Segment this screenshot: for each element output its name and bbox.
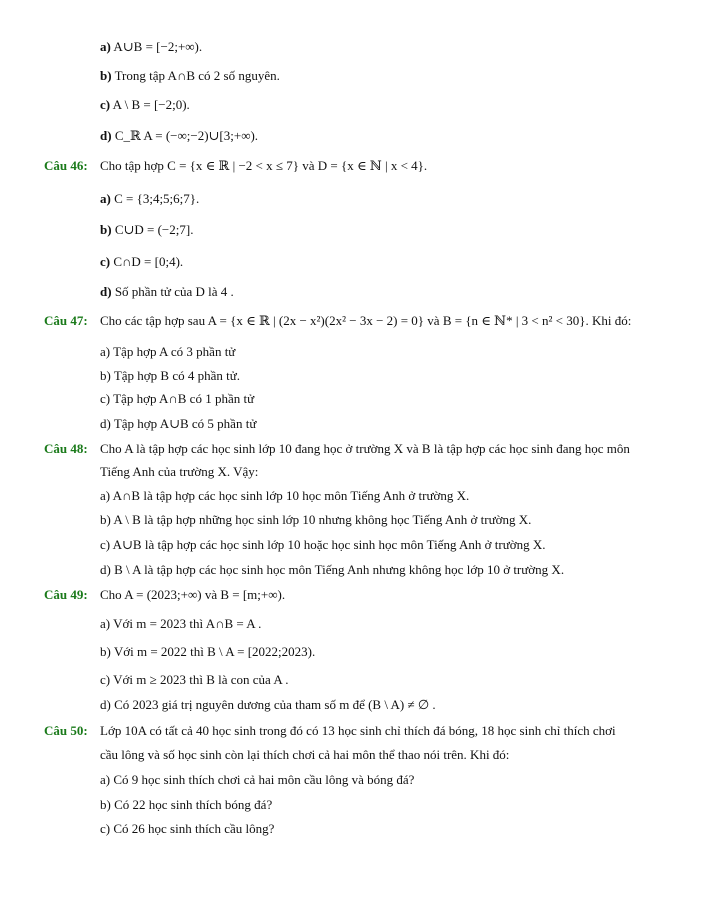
question-48 (44, 440, 630, 458)
q46-item-c (100, 253, 183, 271)
item-text: C = {3;4;5;6;7}. (114, 191, 200, 206)
q47-item-b: b) Tập hợp B có 4 phần tử. (100, 368, 241, 383)
item-label: d) (100, 128, 112, 143)
item-text: Số phần tử của D là 4 . (114, 284, 234, 299)
q46-item-d (100, 283, 234, 301)
item-label: c) (100, 254, 111, 269)
q47-item-c: c) Tập hợp A∩B có 1 phần tử (100, 391, 255, 406)
q50-item-b: b) Có 22 học sinh thích bóng đá? (100, 797, 273, 812)
q48-item-d: d) B \ A là tập hợp các học sinh học môn Tiếng Anh nhưng không học lớp 10 ở trường X. (100, 562, 565, 577)
question-50-cont: cầu lông và số học sinh còn lại thích chơi cả hai môn thể thao nói trên. Khi đó: (100, 747, 510, 762)
question-label: Câu 47: (44, 313, 88, 328)
question-46 (44, 157, 427, 175)
item-label: b) (100, 68, 112, 83)
item-label: a) (100, 191, 111, 206)
item-label: b) (100, 222, 112, 237)
q48-item-a: a) A∩B là tập hợp các học sinh lớp 10 học môn Tiếng Anh ở trường X. (100, 488, 470, 503)
q50-item-a: a) Có 9 học sinh thích chơi cả hai môn cầu lông và bóng đá? (100, 772, 415, 787)
question-text: Cho các tập hợp sau A = {x ∈ ℝ | (2x − x²)(2x² − 3x − 2) = 0} và B = {n ∈ ℕ* | 3 < n² < 30}. Khi đó: (100, 313, 632, 328)
q45-item-d (100, 127, 258, 145)
question-50 (44, 722, 616, 740)
q46-item-a (100, 190, 199, 208)
q47-item-d: d) Tập hợp A∪B có 5 phần tử (100, 416, 257, 431)
q49-item-c: c) Với m ≥ 2023 thì B là con của A . (100, 672, 289, 687)
question-text: Cho tập hợp C = {x ∈ ℝ | −2 < x ≤ 7} và D = {x ∈ ℕ | x < 4}. (100, 158, 428, 173)
q45-item-a (100, 38, 202, 56)
q49-item-d: d) Có 2023 giá trị nguyên dương của tham số m để (B \ A) ≠ ∅ . (100, 697, 436, 712)
q49-item-a: a) Với m = 2023 thì A∩B = A . (100, 616, 262, 631)
question-text: Cho A = (2023;+∞) và B = [m;+∞). (100, 587, 286, 602)
question-text: Lớp 10A có tất cả 40 học sinh trong đó có 13 học sinh chỉ thích đá bóng, 18 học sinh chỉ thích chơi (100, 723, 616, 738)
question-label: Câu 49: (44, 587, 88, 602)
question-label: Câu 50: (44, 723, 88, 738)
q49-item-b: b) Với m = 2022 thì B \ A = [2022;2023). (100, 644, 316, 659)
item-text: A \ B = [−2;0). (112, 97, 190, 112)
item-label: c) (100, 97, 111, 112)
question-48-cont: Tiếng Anh của trường X. Vậy: (100, 464, 259, 479)
question-label: Câu 46: (44, 158, 88, 173)
item-text: C_ℝ A = (−∞;−2)∪[3;+∞). (114, 128, 259, 143)
q48-item-b: b) A \ B là tập hợp những học sinh lớp 10 nhưng không học Tiếng Anh ở trường X. (100, 512, 532, 527)
question-label: Câu 48: (44, 441, 88, 456)
q47-item-a: a) Tập hợp A có 3 phần tử (100, 344, 236, 359)
item-label: d) (100, 284, 112, 299)
item-text: A∪B = [−2;+∞). (113, 39, 203, 54)
item-text: C∪D = (−2;7]. (114, 222, 194, 237)
question-47 (44, 312, 631, 330)
item-text: Trong tập A∩B có 2 số nguyên. (114, 68, 280, 83)
q50-item-c: c) Có 26 học sinh thích cầu lông? (100, 821, 275, 836)
q46-item-b (100, 221, 193, 239)
item-text: C∩D = [0;4). (113, 254, 184, 269)
q45-item-c (100, 96, 190, 114)
item-label: a) (100, 39, 111, 54)
q45-item-b (100, 67, 280, 85)
q48-item-c: c) A∪B là tập hợp các học sinh lớp 10 hoặc học sinh học môn Tiếng Anh ở trường X. (100, 537, 546, 552)
question-text: Cho A là tập hợp các học sinh lớp 10 đang học ở trường X và B là tập hợp các học sinh đang học môn (100, 441, 630, 456)
question-49 (44, 586, 285, 604)
